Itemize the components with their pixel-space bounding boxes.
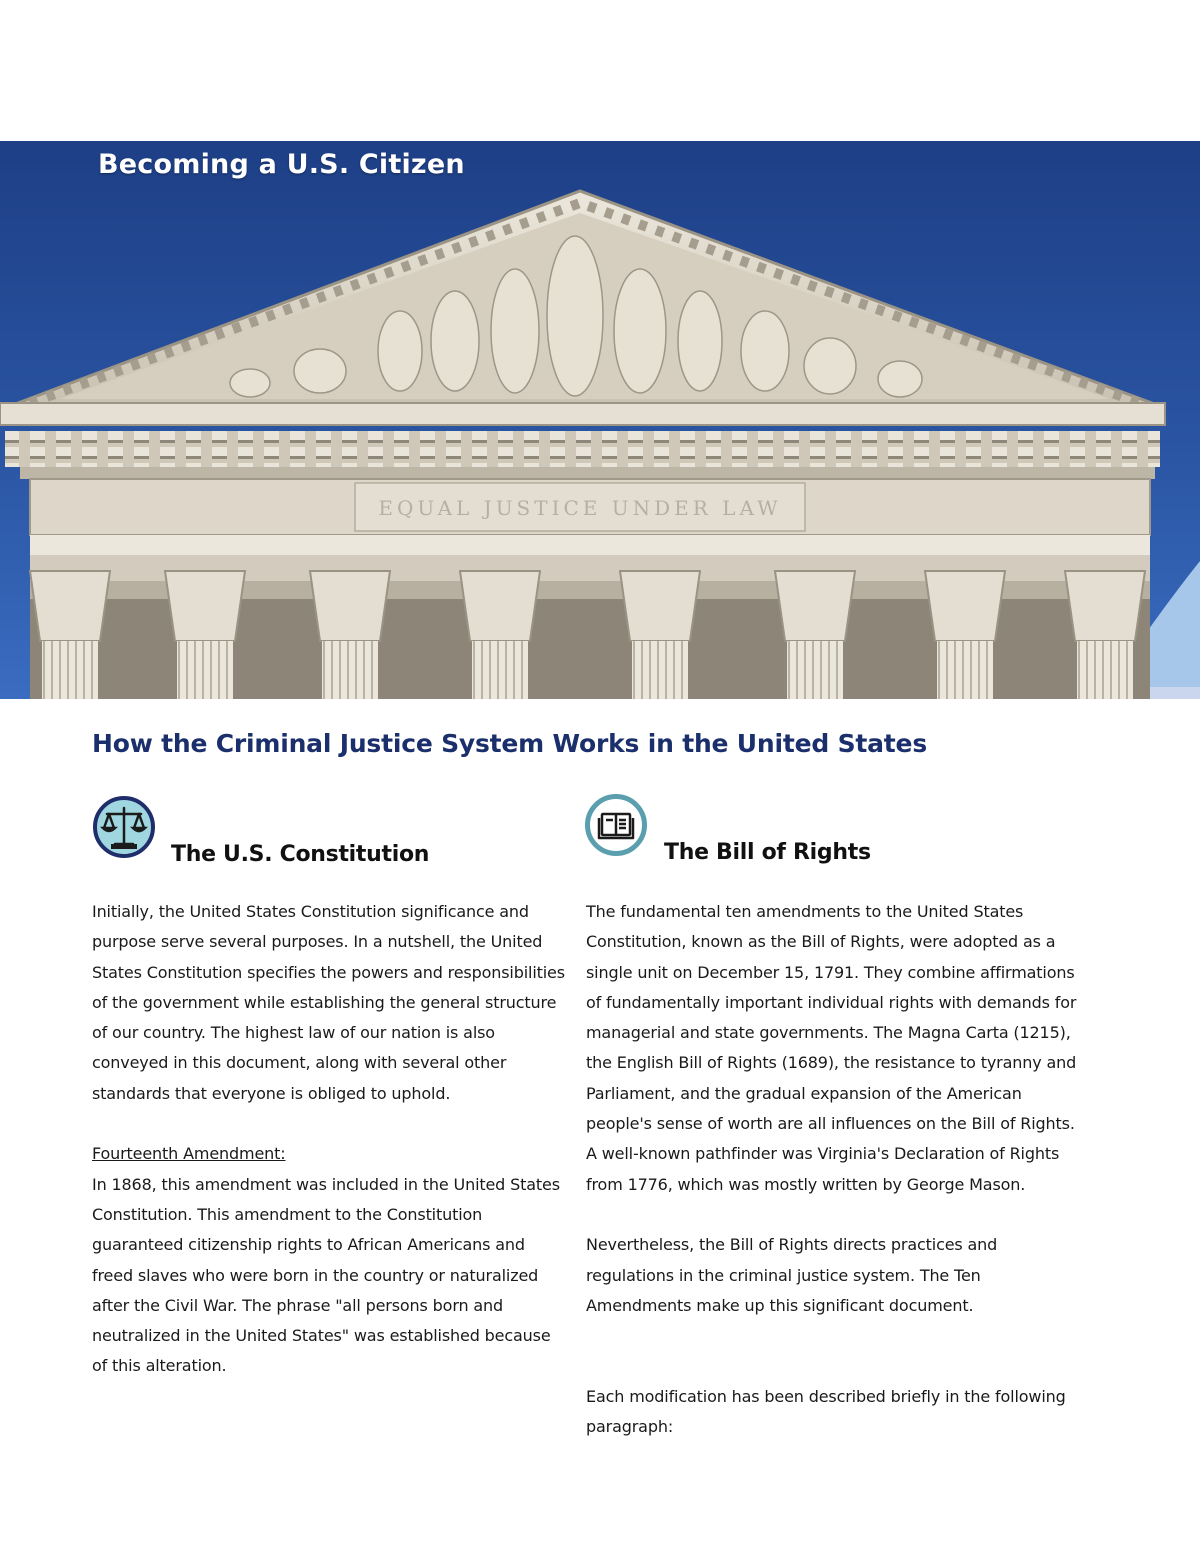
constitution-paragraph: Initially, the United States Constitution significance and purpose serve several purposes. In a nutshell, the United States Constitution specifies the powers and responsibilities of the government while establishing the general structure of our country. The highest law of our nation is also conveyed in this document, along with several other standards that everyone is obliged to uphold.	[92, 902, 565, 1103]
bill-of-rights-paragraph-3: Each modification has been described briefly in the following paragraph:	[586, 1386, 1066, 1437]
hero-banner	[0, 141, 1200, 699]
constitution-heading: The U.S. Constitution	[171, 842, 430, 867]
bill-of-rights-paragraph-2: Nevertheless, the Bill of Rights directs practices and regulations in the criminal justice system. The Ten Amendments make up this significant document.	[586, 1235, 998, 1315]
fourteenth-amendment-subheading: Fourteenth Amendment:	[92, 1144, 286, 1164]
fourteenth-amendment-paragraph: In 1868, this amendment was included in the United States Constitution. This amendment to the Constitution guaranteed citizenship rights to African Americans and freed slaves who were born in the country or naturalized after the Civil War. The phrase "all persons born and neutralized in the United States" was established because of this alteration.	[92, 1174, 560, 1376]
bill-of-rights-paragraph-1: The fundamental ten amendments to the United States Constitution, known as the Bill of Rights, were adopted as a single unit on December 15, 1791. They combine affirmations of fundamentally important individual rights with demands for managerial and state governments. The Magna Carta (1215), the English Bill of Rights (1689), the resistance to tyranny and Parliament, and the gradual expansion of the American people's sense of worth are all influences on the Bill of Rights. A well-known pathfinder was Virginia's Declaration of Rights from 1776, which was mostly written by George Mason.	[586, 902, 1077, 1194]
bill-of-rights-column	[586, 897, 1086, 1442]
supreme-court-illustration	[0, 141, 1200, 699]
banner-title: Becoming a U.S. Citizen	[98, 149, 465, 180]
bill-of-rights-heading: The Bill of Rights	[664, 840, 871, 865]
book-icon	[585, 794, 647, 856]
frieze-inscription: EQUAL JUSTICE UNDER LAW	[378, 496, 782, 520]
page-title: How the Criminal Justice System Works in the United States	[92, 729, 927, 758]
scales-of-justice-icon	[93, 796, 155, 858]
constitution-column	[92, 897, 567, 1382]
